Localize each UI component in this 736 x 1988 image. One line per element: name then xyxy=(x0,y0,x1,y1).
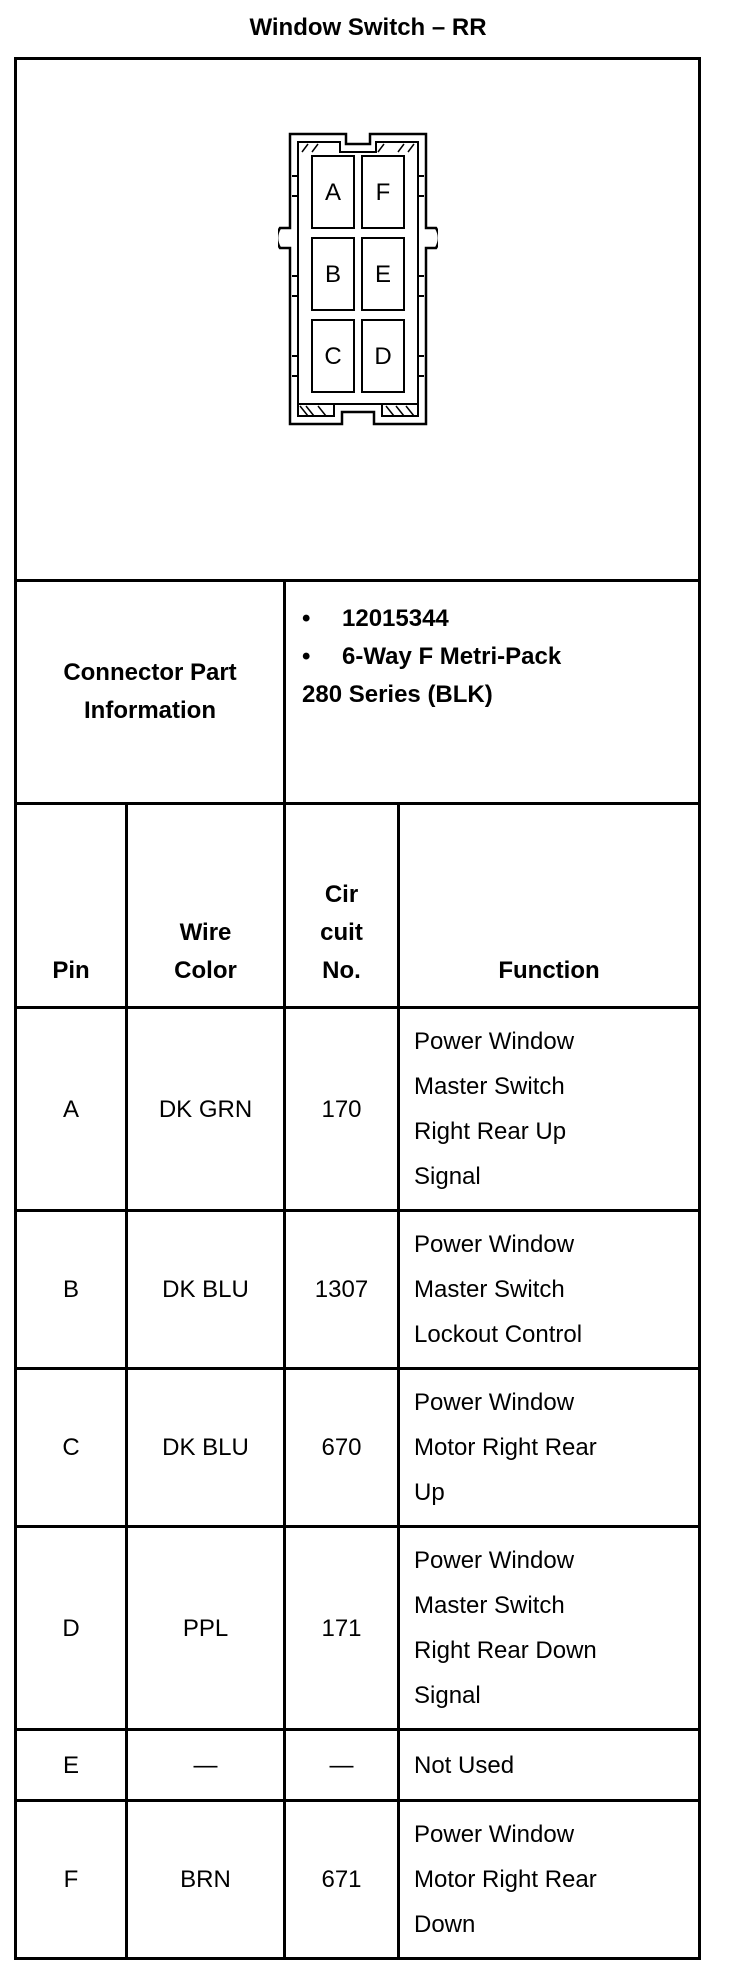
function-cell: Power Window Master Switch Right Rear Down Signal xyxy=(399,1527,700,1730)
connector-info-label: Connector Part Information xyxy=(16,581,285,804)
connector-table xyxy=(14,57,701,1960)
pin-cell: C xyxy=(16,1369,127,1527)
pin-cell: E xyxy=(16,1730,127,1801)
connector-info-row xyxy=(16,581,700,804)
circuit-cell: 670 xyxy=(285,1369,399,1527)
circuit-cell: 170 xyxy=(285,1008,399,1211)
connector-diagram-cell xyxy=(16,59,700,581)
header-wire-color: Wire Color xyxy=(127,804,285,1008)
wire-color-cell: BRN xyxy=(127,1801,285,1959)
header-function: Function xyxy=(399,804,700,1008)
connector-housing xyxy=(278,134,438,424)
table-row xyxy=(16,1527,700,1730)
pin-label-a: A xyxy=(324,179,341,206)
pin-label-b: B xyxy=(324,261,341,288)
circuit-cell: 1307 xyxy=(285,1211,399,1369)
pin-cell: D xyxy=(16,1527,127,1730)
pin-label-c: C xyxy=(323,343,342,370)
table-row xyxy=(16,1211,700,1369)
connector-diagram xyxy=(278,126,438,436)
connector-info-values xyxy=(285,581,700,804)
pin-label-d: D xyxy=(373,343,392,370)
function-cell: Not Used xyxy=(399,1730,700,1801)
table-row xyxy=(16,1369,700,1527)
pin-cell: B xyxy=(16,1211,127,1369)
function-cell: Power Window Master Switch Lockout Control xyxy=(399,1211,700,1369)
circuit-cell: — xyxy=(285,1730,399,1801)
pin-label-f: F xyxy=(375,179,390,206)
header-row xyxy=(16,804,700,1008)
diagram-row xyxy=(16,59,700,581)
circuit-cell: 671 xyxy=(285,1801,399,1959)
page-title: Window Switch – RR xyxy=(249,14,487,41)
pin-cell: F xyxy=(16,1801,127,1959)
header-pin: Pin xyxy=(16,804,127,1008)
connector-type: • 6-Way F Metri-Pack xyxy=(302,643,562,670)
wire-color-cell: DK BLU xyxy=(127,1211,285,1369)
wire-color-cell: DK GRN xyxy=(127,1008,285,1211)
function-cell: Power Window Master Switch Right Rear Up Signal xyxy=(399,1008,700,1211)
wire-color-cell: DK BLU xyxy=(127,1369,285,1527)
circuit-cell: 171 xyxy=(285,1527,399,1730)
table-row xyxy=(16,1801,700,1959)
function-cell: Power Window Motor Right Rear Down xyxy=(399,1801,700,1959)
wire-color-cell: — xyxy=(127,1730,285,1801)
function-cell: Power Window Motor Right Rear Up xyxy=(399,1369,700,1527)
connector-series: 280 Series (BLK) xyxy=(302,681,493,708)
wire-color-cell: PPL xyxy=(127,1527,285,1730)
table-row xyxy=(16,1730,700,1801)
connector-part-number: • 12015344 xyxy=(302,605,449,632)
pin-cell: A xyxy=(16,1008,127,1211)
header-circuit-no: Cir cuit No. xyxy=(285,804,399,1008)
table-row xyxy=(16,1008,700,1211)
pin-label-e: E xyxy=(374,261,391,288)
